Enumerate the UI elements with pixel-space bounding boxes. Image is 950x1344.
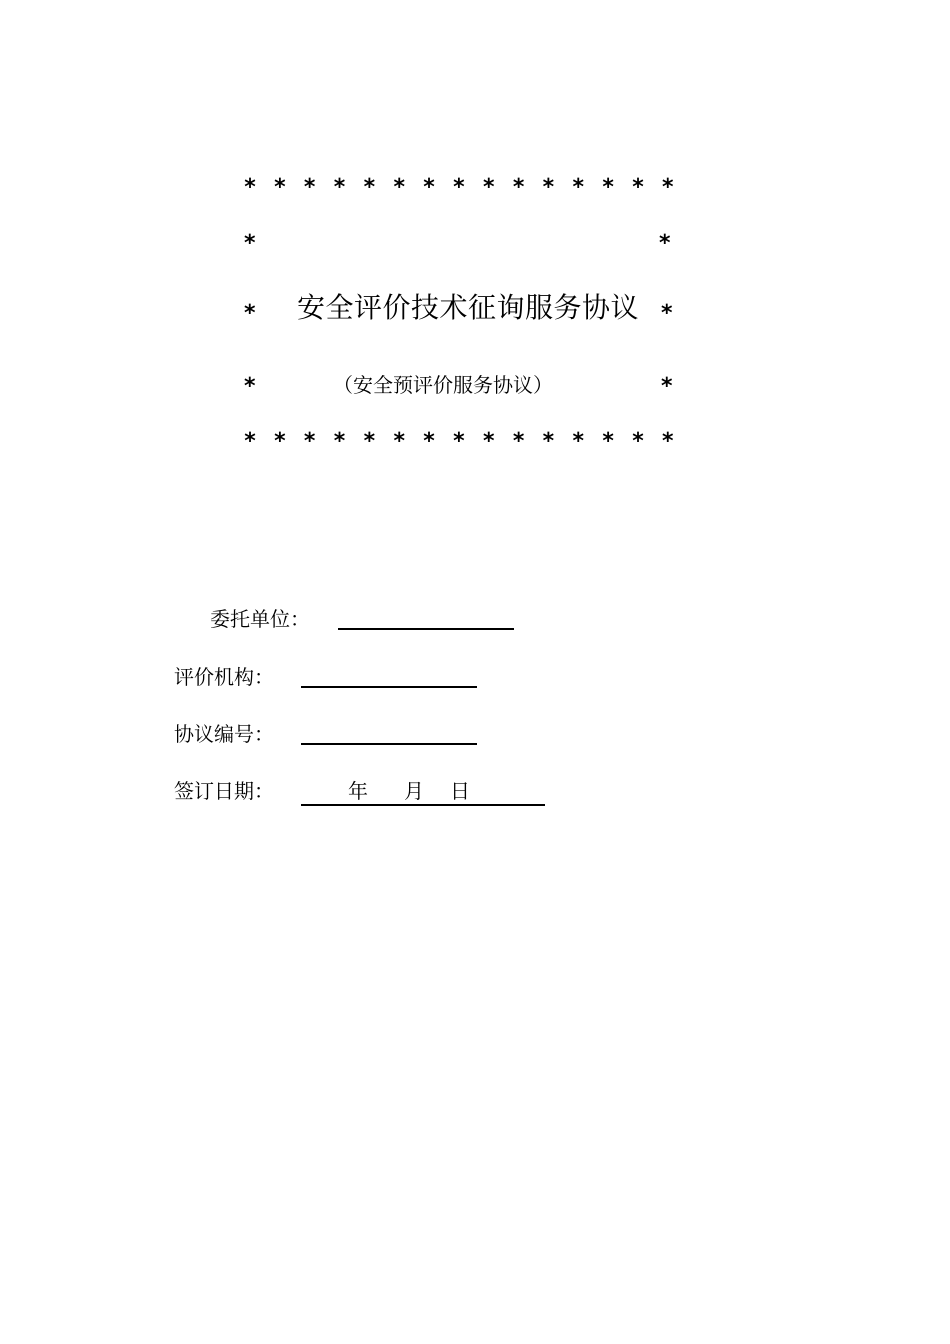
star: *: [423, 175, 435, 200]
star: *: [274, 175, 286, 200]
sign-date-input-line[interactable]: [301, 778, 545, 806]
agency-field: [174, 664, 477, 690]
page-title: 安全评价技术征询服务协议: [297, 291, 640, 324]
right-star-border: *: [661, 374, 673, 399]
agreement-number-field: [174, 721, 477, 747]
star: *: [482, 175, 495, 200]
star: *: [244, 175, 256, 200]
day-label: 日: [450, 779, 470, 803]
star: *: [244, 429, 256, 454]
right-star-border: *: [659, 231, 671, 256]
left-star-border: *: [244, 231, 256, 256]
star: *: [542, 175, 555, 200]
star: *: [632, 429, 644, 454]
agreement-number-label: 协议编号：: [174, 722, 274, 746]
star: *: [512, 429, 525, 454]
client-input-line[interactable]: [338, 606, 514, 630]
star: *: [274, 429, 286, 454]
month-label: 月: [404, 779, 424, 803]
client-label: 委托单位：: [210, 607, 310, 631]
client-field: [210, 606, 514, 632]
right-star-border: *: [661, 301, 673, 326]
star: *: [602, 429, 614, 454]
star: *: [632, 175, 644, 200]
star: *: [303, 175, 316, 200]
star: *: [453, 175, 465, 200]
star: *: [393, 429, 405, 454]
star: *: [602, 175, 614, 200]
sign-date-label: 签订日期：: [174, 779, 274, 803]
star: *: [542, 429, 555, 454]
year-label: 年: [348, 779, 368, 803]
star: *: [333, 429, 346, 454]
agreement-number-input-line[interactable]: [301, 721, 477, 745]
star: *: [423, 429, 435, 454]
star: *: [482, 429, 495, 454]
star: *: [333, 175, 346, 200]
top-star-border: [244, 176, 674, 200]
bottom-star-border: [244, 430, 674, 454]
star: *: [393, 175, 405, 200]
page-subtitle: （安全预评价服务协议）: [333, 373, 553, 397]
left-star-border: *: [244, 301, 256, 326]
star: *: [662, 429, 674, 454]
star: *: [662, 175, 674, 200]
star: *: [363, 429, 376, 454]
star: *: [572, 175, 585, 200]
star: *: [363, 175, 376, 200]
left-star-border: *: [244, 374, 256, 399]
agency-label: 评价机构：: [174, 665, 274, 689]
star: *: [453, 429, 465, 454]
star: *: [303, 429, 316, 454]
sign-date-field: [174, 778, 274, 804]
star: *: [572, 429, 585, 454]
star: *: [512, 175, 525, 200]
agency-input-line[interactable]: [301, 664, 477, 688]
